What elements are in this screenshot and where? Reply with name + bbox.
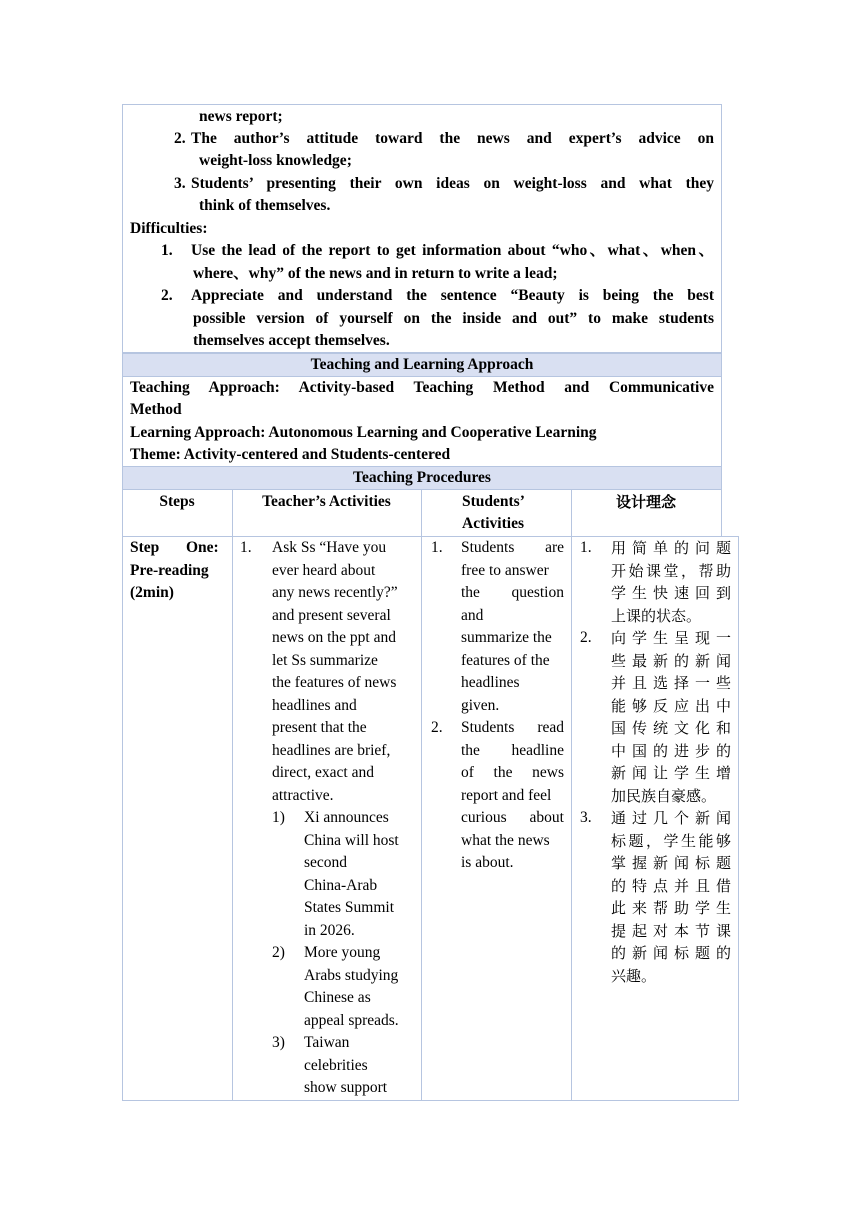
rationale-line: 用简单的问题 [611, 539, 731, 557]
teacher-line: ever heard about [272, 561, 376, 579]
student-line: is about. [461, 854, 514, 871]
col-header-students-l1: Students’ [462, 493, 525, 510]
rationale-line: 此来帮助学生 [611, 899, 731, 917]
student-line: curious about [461, 809, 564, 826]
teacher-line: headlines and [272, 696, 357, 714]
headline-3-line: Taiwan [304, 1034, 350, 1051]
student-line: features of the [461, 651, 550, 669]
rationale-line: 学生快速回到 [611, 584, 731, 602]
rationale-line: 掌握新闻标题 [611, 854, 731, 872]
student-line: Students are [461, 539, 564, 556]
headline-2-line: Arabs studying [304, 966, 399, 984]
teacher-item-1-number: 1. [240, 539, 252, 556]
headline-3-line: celebrities [304, 1056, 368, 1074]
headline-2-line: Chinese as [304, 989, 371, 1006]
headline-2-line: More young [304, 944, 381, 961]
objective-2-line-1: The author’s attitude toward the news and expert’s advice on [191, 130, 714, 147]
step-label-one: One: [186, 539, 219, 556]
rationale-item-number: 1. [580, 539, 592, 556]
student-line: what the news [461, 831, 550, 849]
student-item-number: 2. [431, 719, 443, 736]
headline-1-line: States Summit [304, 899, 394, 916]
teaching-approach-line-1: Teaching Approach: Activity-based Teaching Method and Communicative [130, 379, 714, 396]
student-line: free to answer [461, 561, 549, 579]
objective-2-number: 2. [174, 130, 186, 147]
headline-1-line: China will host [304, 831, 399, 849]
rationale-line: 向学生呈现一 [611, 629, 731, 647]
rationale-line: 些最新的新闻 [611, 651, 731, 670]
student-line: summarize the [461, 629, 552, 646]
student-line: report and feel [461, 786, 552, 804]
rationale-line: 标题，学生能够 [611, 831, 731, 850]
difficulty-2-line-3: themselves accept themselves. [193, 332, 390, 349]
difficulties-label: Difficulties: [130, 220, 208, 237]
rationale-line: 兴趣。 [611, 966, 657, 985]
rationale-line: 能够反应出中 [611, 696, 731, 715]
rationale-line: 加民族自豪感。 [611, 786, 717, 805]
teacher-line: Ask Ss “Have you [272, 539, 387, 556]
col-header-steps: Steps [159, 493, 195, 510]
difficulty-1-number: 1. [161, 242, 173, 259]
step-label-pre-reading: Pre-reading [130, 562, 209, 579]
col-header-students-l2: Activities [462, 515, 524, 532]
difficulty-1-line-2: where、why” of the news and in return to write a lead; [193, 265, 558, 282]
rationale-line: 新闻让学生增 [611, 764, 731, 782]
headline-1-line: second [304, 854, 348, 871]
teacher-subitem-number: 2) [272, 944, 285, 961]
learning-approach: Learning Approach: Autonomous Learning and Cooperative Learning [130, 424, 597, 441]
teacher-line: attractive. [272, 786, 334, 804]
procedures-header: Teaching Procedures [122, 466, 722, 490]
rationale-line: 上课的状态。 [611, 606, 702, 625]
rationale-item-number: 3. [580, 809, 592, 826]
headline-1-line: in 2026. [304, 921, 355, 939]
difficulty-1-line-1: Use the lead of the report to get information about “who、what、when、 [191, 242, 714, 259]
objective-line-news-report: news report; [199, 108, 283, 125]
objective-2-line-2: weight-loss knowledge; [199, 152, 352, 169]
teacher-line: direct, exact and [272, 764, 374, 781]
teacher-line: news on the ppt and [272, 629, 396, 646]
student-line: the question [461, 584, 564, 601]
rationale-line: 的特点并且借 [611, 876, 731, 895]
teacher-line: present that the [272, 719, 367, 736]
teacher-line: let Ss summarize [272, 651, 378, 669]
rationale-line: 国传统文化和 [611, 719, 731, 737]
rationale-line: 提起对本节课 [611, 921, 731, 940]
approach-header: Teaching and Learning Approach [122, 353, 722, 377]
rationale-line: 开始课堂，帮助 [611, 561, 731, 580]
student-line: Students read [461, 719, 564, 736]
step-label-step: Step [130, 539, 160, 556]
difficulty-2-line-1: Appreciate and understand the sentence “Beauty is being the best [191, 287, 714, 304]
teaching-approach-line-2: Method [130, 401, 182, 418]
student-line: headlines [461, 674, 520, 691]
teacher-line: the features of news [272, 674, 397, 691]
rationale-line: 通过几个新闻 [611, 809, 731, 827]
teacher-subitem-number: 1) [272, 809, 285, 826]
teacher-line: headlines are brief, [272, 741, 391, 759]
student-item-number: 1. [431, 539, 443, 556]
objective-3-line-1: Students’ presenting their own ideas on weight-loss and what they [191, 175, 714, 192]
student-line: of the news [461, 764, 564, 781]
teacher-line: any news recently?” [272, 584, 398, 601]
col-header-teacher: Teacher’s Activities [262, 493, 391, 510]
student-line: and [461, 606, 484, 624]
headline-1-line: China-Arab [304, 876, 378, 894]
teacher-line: and present several [272, 606, 391, 624]
difficulty-2-number: 2. [161, 287, 173, 304]
difficulty-2-line-2: possible version of yourself on the inside and out” to make students [193, 310, 714, 327]
objective-3-line-2: think of themselves. [199, 197, 331, 214]
student-line: given. [461, 696, 500, 714]
rationale-line: 并且选择一些 [611, 674, 731, 692]
headline-1-line: Xi announces [304, 809, 389, 826]
theme: Theme: Activity-centered and Students-centered [130, 446, 451, 463]
rationale-item-number: 2. [580, 629, 592, 646]
col-header-rationale: 设计理念 [615, 493, 676, 511]
rationale-line: 中国的进步的 [611, 741, 731, 760]
teacher-subitem-number: 3) [272, 1034, 285, 1051]
student-line: the headline [461, 741, 564, 759]
headline-3-line: show support [304, 1079, 388, 1096]
step-label-time: (2min) [130, 584, 174, 601]
objective-3-number: 3. [174, 175, 186, 192]
rationale-line: 的新闻标题的 [611, 944, 731, 962]
headline-2-line: appeal spreads. [304, 1011, 399, 1029]
